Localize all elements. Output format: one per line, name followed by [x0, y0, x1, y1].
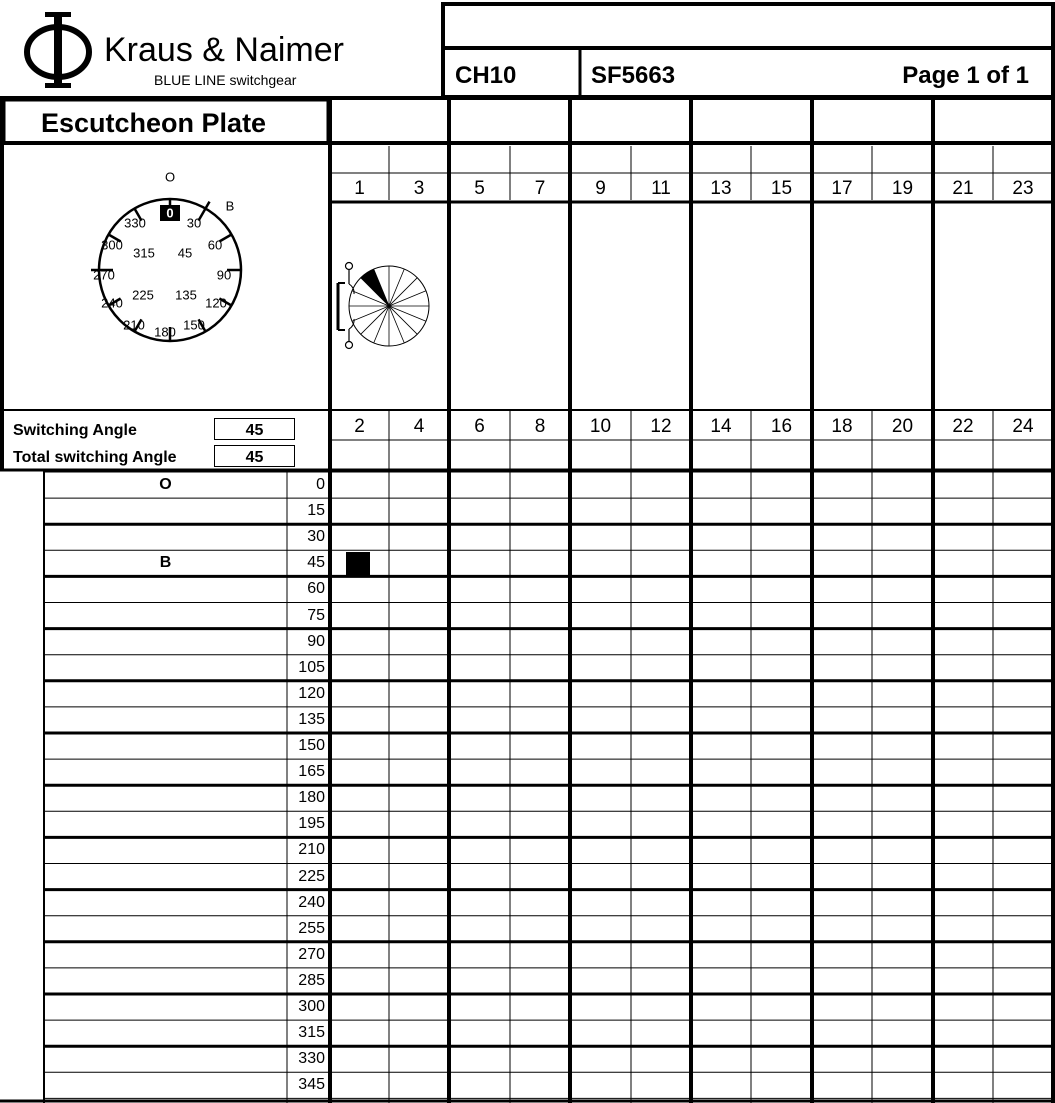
position-angle-15: 15: [307, 502, 325, 520]
brand-tagline: BLUE LINE switchgear: [154, 72, 297, 88]
terminal-bottom-24: 24: [1012, 416, 1034, 437]
dial-label-120: 120: [205, 295, 227, 311]
dial-label-30: 30: [186, 215, 202, 231]
terminal-bottom-10: 10: [589, 416, 612, 437]
terminal-bottom-8: 8: [534, 416, 546, 437]
closed-contact-marker: [346, 552, 370, 576]
terminal-top-23: 23: [1012, 178, 1034, 199]
position-angle-225: 225: [298, 867, 325, 885]
terminal-bottom-12: 12: [650, 416, 672, 437]
terminal-top-1: 1: [354, 178, 365, 199]
dial-label-270: 270: [93, 267, 115, 283]
position-angle-195: 195: [298, 815, 325, 833]
position-angle-90: 90: [307, 632, 325, 650]
position-angle-210: 210: [298, 841, 325, 859]
section-title: Escutcheon Plate: [41, 108, 267, 138]
position-angle-330: 330: [298, 1050, 325, 1068]
terminal-bottom-18: 18: [831, 416, 853, 437]
dial-label-180: 180: [154, 324, 176, 340]
drawing-number-field: SF5663: [591, 62, 676, 89]
dial-label-zero: 0: [166, 205, 174, 221]
dial-label-90: 90: [216, 267, 232, 283]
page-indicator: Page 1 of 1: [902, 62, 1029, 89]
terminal-top-9: 9: [595, 178, 606, 199]
terminal-bottom-4: 4: [413, 416, 425, 437]
header-top-box: [443, 4, 1053, 48]
position-angle-45: 45: [307, 554, 325, 572]
terminal-top-13: 13: [710, 178, 732, 199]
dial-label-135: 135: [175, 287, 197, 303]
dial-label-330: 330: [124, 215, 146, 231]
position-angle-255: 255: [298, 919, 325, 937]
terminal-top-11: 11: [651, 178, 671, 199]
code-field: CH10: [455, 62, 517, 89]
dial-label-60: 60: [207, 237, 223, 253]
position-angle-240: 240: [298, 893, 325, 911]
position-angle-270: 270: [298, 945, 325, 963]
position-angle-105: 105: [298, 658, 325, 676]
terminal-bottom-14: 14: [710, 416, 732, 437]
terminal-top-15: 15: [770, 178, 793, 199]
header-info-box: [443, 48, 1053, 97]
position-angle-150: 150: [298, 737, 325, 754]
position-angle-315: 315: [298, 1024, 325, 1042]
terminal-bottom-6: 6: [474, 416, 485, 437]
position-angle-300: 300: [298, 998, 325, 1015]
position-name-O: O: [159, 476, 172, 493]
position-angle-120: 120: [298, 684, 325, 702]
dial-label-300: 300: [101, 237, 123, 253]
position-angle-285: 285: [298, 971, 325, 989]
terminal-top-17: 17: [831, 178, 853, 199]
dial-label-b: B: [225, 198, 235, 214]
terminal-top-21: 21: [952, 178, 974, 199]
brand-name: Kraus & Naimer: [104, 31, 344, 69]
dial-label-210: 210: [123, 317, 145, 333]
terminal-bottom-22: 22: [952, 416, 974, 437]
total-switching-angle-label: Total switching Angle: [13, 449, 177, 466]
dial-label-315: 315: [133, 245, 155, 261]
dial-label-225: 225: [132, 287, 154, 303]
position-angle-345: 345: [298, 1076, 325, 1094]
position-angle-0: 0: [316, 476, 325, 493]
dial-label-45: 45: [177, 245, 193, 261]
position-angle-60: 60: [307, 580, 325, 598]
terminal-bottom-2: 2: [354, 416, 365, 437]
terminal-top-3: 3: [413, 178, 425, 199]
position-angle-180: 180: [298, 789, 325, 807]
dial-label-150: 150: [183, 317, 205, 333]
terminal-top-7: 7: [534, 178, 546, 199]
terminal-top-5: 5: [474, 178, 485, 199]
position-angle-30: 30: [307, 528, 325, 546]
switching-angle-label: Switching Angle: [13, 422, 137, 439]
dial-label-o: O: [164, 169, 176, 185]
switching-angle-value: 45: [245, 422, 264, 439]
total-switching-angle-value: 45: [245, 449, 264, 466]
dial-label-240: 240: [101, 295, 123, 311]
position-angle-75: 75: [307, 606, 325, 624]
title-box: [4, 100, 328, 143]
terminal-bottom-20: 20: [891, 416, 914, 437]
position-name-B: B: [159, 554, 172, 572]
terminal-bottom-16: 16: [770, 416, 793, 437]
position-angle-165: 165: [298, 763, 325, 781]
position-angle-135: 135: [298, 710, 325, 728]
terminal-top-19: 19: [891, 178, 914, 199]
